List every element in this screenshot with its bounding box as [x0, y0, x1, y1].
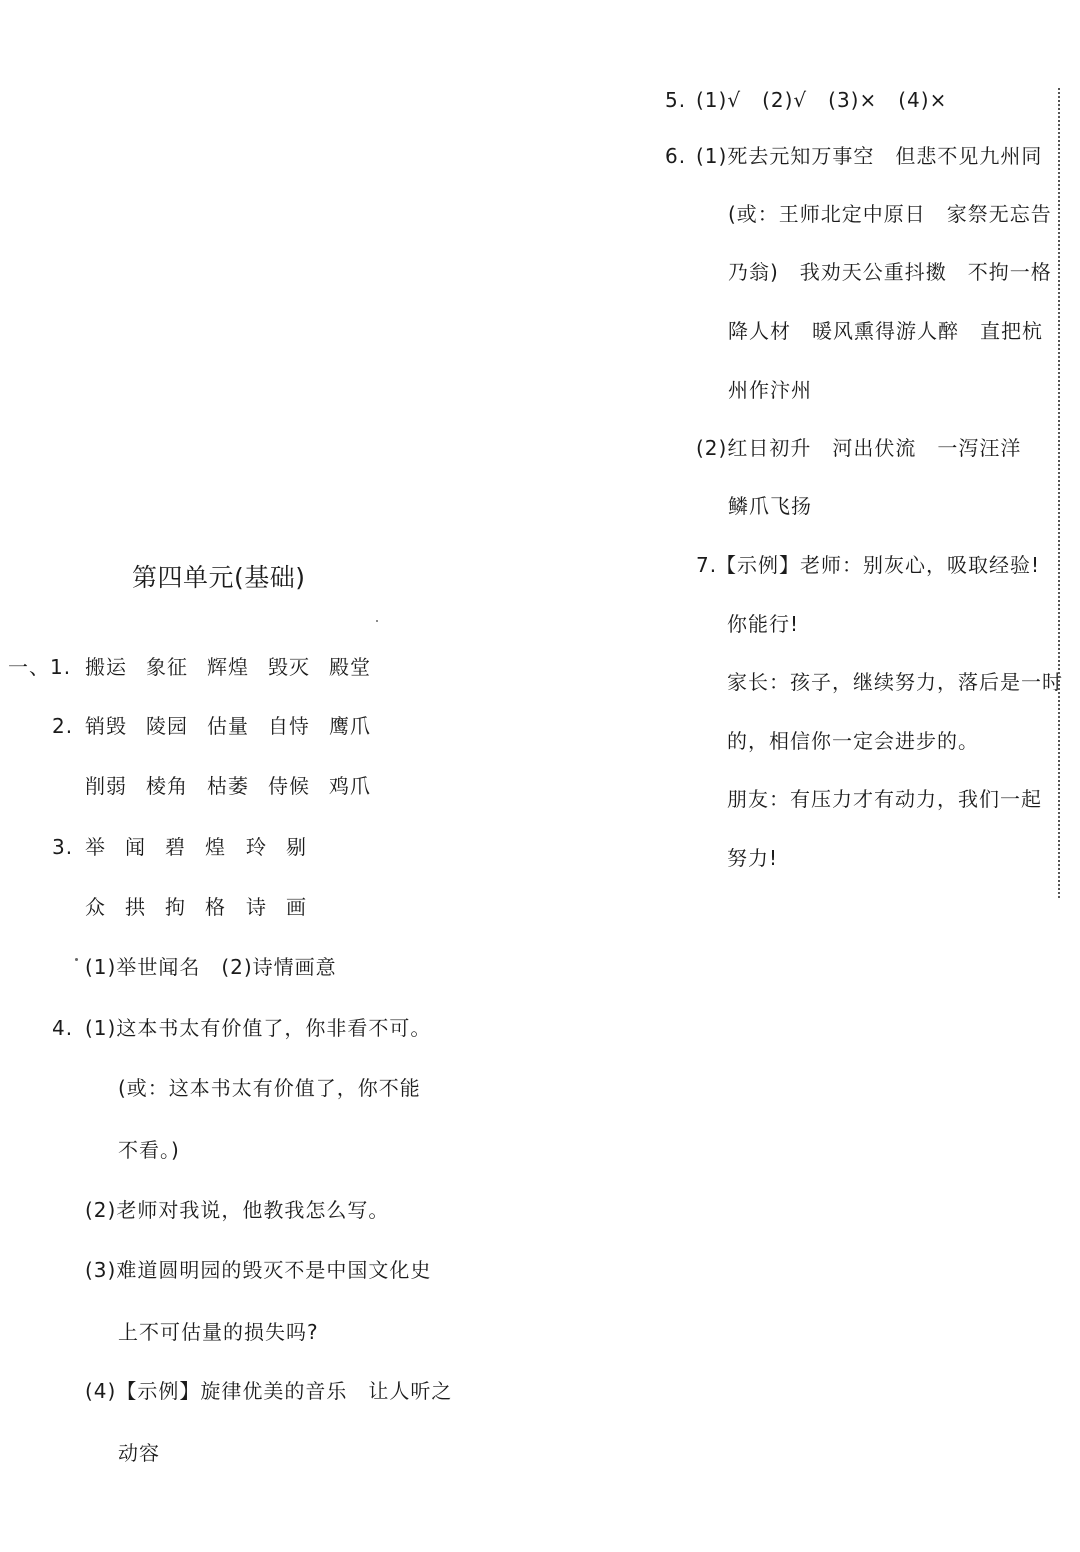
q3-char: 拱 — [125, 895, 146, 919]
q2-word: 销毁 — [85, 714, 127, 738]
q7-number: 7. — [696, 553, 718, 577]
scan-speck — [75, 958, 78, 961]
q6-line: (或：王师北定中原日 家祭无忘告 — [728, 202, 1052, 226]
q7-line: 家长：孩子，继续努力，落后是一时 — [727, 670, 1063, 694]
q6-line: 鳞爪飞扬 — [728, 494, 812, 518]
q6-line: (2)红日初升 河出伏流 一泻汪洋 — [696, 436, 1022, 460]
q2-word: 陵园 — [146, 714, 188, 738]
q3-char: 格 — [205, 895, 226, 919]
q3-char: 举 — [85, 835, 106, 859]
q4-line: 动容 — [118, 1441, 160, 1465]
q2-word: 估量 — [207, 714, 249, 738]
q2-word: 侍候 — [268, 774, 310, 798]
q1-word: 象征 — [146, 655, 188, 679]
q7-line: 努力! — [727, 846, 779, 870]
q3-number: 3. — [52, 835, 74, 859]
q4-number: 4. — [52, 1016, 74, 1040]
q2-word: 鹰爪 — [329, 714, 371, 738]
q2-word: 自恃 — [268, 714, 310, 738]
q4-line: (1)这本书太有价值了，你非看不可。 — [85, 1016, 432, 1040]
q1-word: 毁灭 — [268, 655, 310, 679]
q6-line: 乃翁) 我劝天公重抖擞 不拘一格 — [728, 260, 1052, 284]
q5-number: 5. — [665, 88, 687, 112]
q7-line: 的，相信你一定会进步的。 — [727, 729, 979, 753]
q3-char: 碧 — [165, 835, 186, 859]
q7-line: 朋友：有压力才有动力，我们一起 — [727, 787, 1042, 811]
q1-number: 一、1. — [8, 655, 72, 679]
q6-number: 6. — [665, 144, 687, 168]
q4-line: (3)难道圆明园的毁灭不是中国文化史 — [85, 1258, 432, 1282]
q2-word: 鸡爪 — [329, 774, 371, 798]
q2-word: 枯萎 — [207, 774, 249, 798]
q3-char: 众 — [85, 895, 106, 919]
q2-number: 2. — [52, 714, 74, 738]
q3-char: 拘 — [165, 895, 186, 919]
q3-char: 剔 — [286, 835, 307, 859]
q1-word: 搬运 — [85, 655, 127, 679]
q4-line: (或：这本书太有价值了，你不能 — [118, 1076, 421, 1100]
q5-answers: (1)√ (2)√ (3)× (4)× — [696, 88, 948, 112]
q1-word: 殿堂 — [329, 655, 371, 679]
scan-speck — [376, 620, 378, 622]
q7-line: 【示例】老师：别灰心，吸取经验! — [716, 553, 1041, 577]
q3-char: 玲 — [246, 835, 267, 859]
q4-line: 不看。) — [118, 1138, 180, 1162]
q6-line: 降人材 暖风熏得游人醉 直把杭 — [728, 319, 1043, 343]
q3-char: 煌 — [205, 835, 226, 859]
binding-dotted-line — [1058, 88, 1060, 898]
q2-word: 棱角 — [146, 774, 188, 798]
q6-line: (1)死去元知万事空 但悲不见九州同 — [696, 144, 1043, 168]
q3-char: 画 — [286, 895, 307, 919]
q2-word: 削弱 — [85, 774, 127, 798]
q7-line: 你能行! — [727, 612, 800, 636]
q3-char: 闻 — [125, 835, 146, 859]
q6-line: 州作汴州 — [728, 378, 812, 402]
q4-line: 上不可估量的损失吗? — [118, 1320, 319, 1344]
q3-idioms: (1)举世闻名 (2)诗情画意 — [85, 955, 337, 979]
section-title: 第四单元(基础) — [132, 563, 306, 592]
q4-line: (2)老师对我说，他教我怎么写。 — [85, 1198, 390, 1222]
q3-char: 诗 — [246, 895, 267, 919]
q4-line: (4)【示例】旋律优美的音乐 让人听之 — [85, 1379, 453, 1403]
q1-word: 辉煌 — [207, 655, 249, 679]
